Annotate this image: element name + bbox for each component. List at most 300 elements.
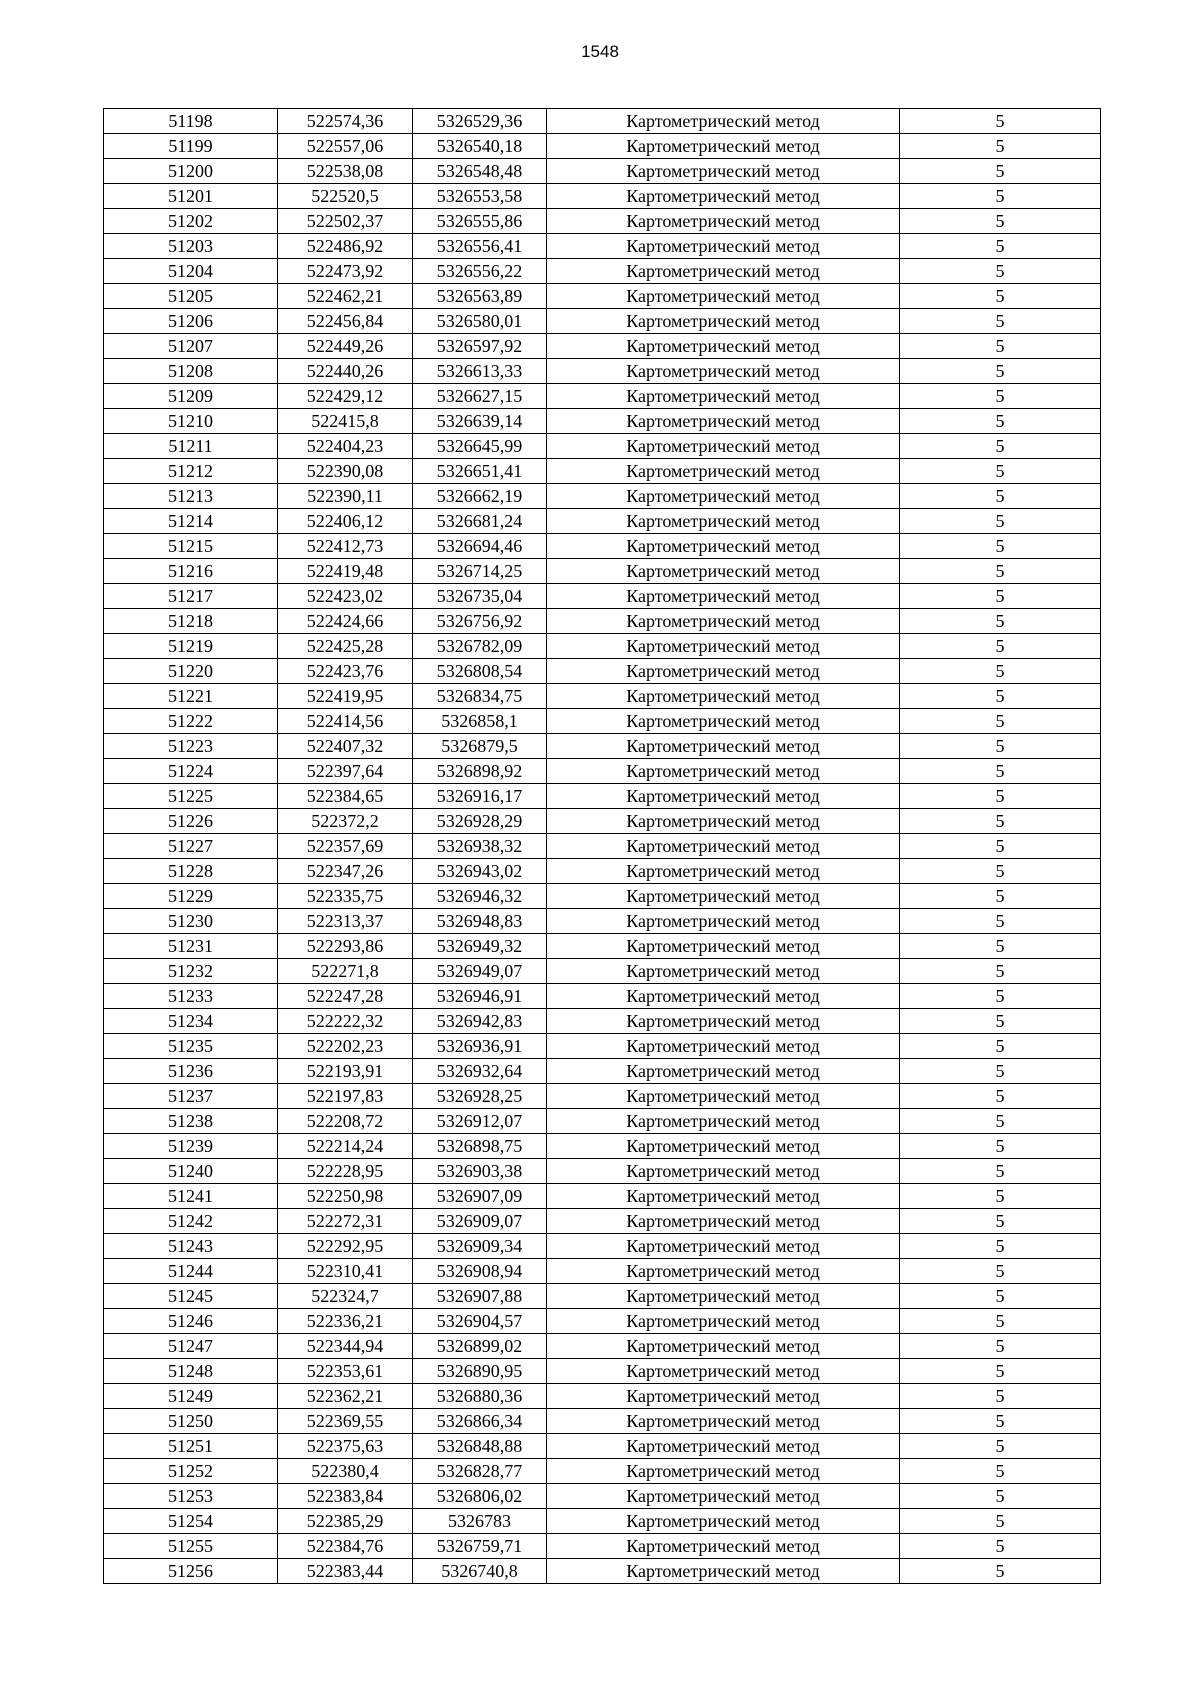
page-number: 1548 — [581, 42, 619, 61]
method-cell: Картометрический метод — [547, 1109, 900, 1134]
y-coordinate-cell: 5326556,22 — [413, 259, 547, 284]
x-coordinate-cell: 522425,28 — [278, 634, 413, 659]
table-row — [104, 1259, 1101, 1284]
accuracy-cell: 5 — [900, 1184, 1101, 1209]
y-coordinate-cell: 5326932,64 — [413, 1059, 547, 1084]
y-coordinate-cell: 5326890,95 — [413, 1359, 547, 1384]
y-coordinate-cell: 5326555,86 — [413, 209, 547, 234]
table-row — [104, 609, 1101, 634]
y-coordinate-cell: 5326553,58 — [413, 184, 547, 209]
accuracy-cell: 5 — [900, 284, 1101, 309]
accuracy-cell: 5 — [900, 1559, 1101, 1584]
method-cell: Картометрический метод — [547, 1134, 900, 1159]
accuracy-cell: 5 — [900, 1084, 1101, 1109]
table-row — [104, 209, 1101, 234]
x-coordinate-cell: 522440,26 — [278, 359, 413, 384]
accuracy-cell: 5 — [900, 1009, 1101, 1034]
y-coordinate-cell: 5326858,1 — [413, 709, 547, 734]
point-number-cell: 51226 — [104, 809, 278, 834]
method-cell: Картометрический метод — [547, 359, 900, 384]
y-coordinate-cell: 5326898,75 — [413, 1134, 547, 1159]
x-coordinate-cell: 522538,08 — [278, 159, 413, 184]
point-number-cell: 51204 — [104, 259, 278, 284]
x-coordinate-cell: 522384,65 — [278, 784, 413, 809]
y-coordinate-cell: 5326645,99 — [413, 434, 547, 459]
x-coordinate-cell: 522429,12 — [278, 384, 413, 409]
point-number-cell: 51213 — [104, 484, 278, 509]
table-row — [104, 409, 1101, 434]
x-coordinate-cell: 522336,21 — [278, 1309, 413, 1334]
y-coordinate-cell: 5326949,07 — [413, 959, 547, 984]
point-number-cell: 51225 — [104, 784, 278, 809]
table-row — [104, 584, 1101, 609]
accuracy-cell: 5 — [900, 209, 1101, 234]
point-number-cell: 51229 — [104, 884, 278, 909]
point-number-cell: 51217 — [104, 584, 278, 609]
y-coordinate-cell: 5326740,8 — [413, 1559, 547, 1584]
accuracy-cell: 5 — [900, 759, 1101, 784]
table-row — [104, 684, 1101, 709]
accuracy-cell: 5 — [900, 559, 1101, 584]
method-cell: Картометрический метод — [547, 1559, 900, 1584]
table-row — [104, 1234, 1101, 1259]
table-row — [104, 809, 1101, 834]
y-coordinate-cell: 5326938,32 — [413, 834, 547, 859]
accuracy-cell: 5 — [900, 1334, 1101, 1359]
y-coordinate-cell: 5326903,38 — [413, 1159, 547, 1184]
coordinates-table-body — [104, 109, 1101, 1584]
point-number-cell: 51231 — [104, 934, 278, 959]
accuracy-cell: 5 — [900, 509, 1101, 534]
y-coordinate-cell: 5326613,33 — [413, 359, 547, 384]
point-number-cell: 51216 — [104, 559, 278, 584]
point-number-cell: 51209 — [104, 384, 278, 409]
table-row — [104, 1484, 1101, 1509]
point-number-cell: 51246 — [104, 1309, 278, 1334]
method-cell: Картометрический метод — [547, 484, 900, 509]
accuracy-cell: 5 — [900, 134, 1101, 159]
x-coordinate-cell: 522214,24 — [278, 1134, 413, 1159]
point-number-cell: 51202 — [104, 209, 278, 234]
point-number-cell: 51221 — [104, 684, 278, 709]
y-coordinate-cell: 5326946,32 — [413, 884, 547, 909]
accuracy-cell: 5 — [900, 984, 1101, 1009]
table-row — [104, 1159, 1101, 1184]
x-coordinate-cell: 522390,11 — [278, 484, 413, 509]
x-coordinate-cell: 522407,32 — [278, 734, 413, 759]
table-row — [104, 134, 1101, 159]
x-coordinate-cell: 522384,76 — [278, 1534, 413, 1559]
y-coordinate-cell: 5326916,17 — [413, 784, 547, 809]
accuracy-cell: 5 — [900, 884, 1101, 909]
method-cell: Картометрический метод — [547, 509, 900, 534]
method-cell: Картометрический метод — [547, 759, 900, 784]
y-coordinate-cell: 5326529,36 — [413, 109, 547, 134]
y-coordinate-cell: 5326909,07 — [413, 1209, 547, 1234]
method-cell: Картометрический метод — [547, 184, 900, 209]
x-coordinate-cell: 522380,4 — [278, 1459, 413, 1484]
x-coordinate-cell: 522247,28 — [278, 984, 413, 1009]
accuracy-cell: 5 — [900, 784, 1101, 809]
point-number-cell: 51210 — [104, 409, 278, 434]
accuracy-cell: 5 — [900, 659, 1101, 684]
method-cell: Картометрический метод — [547, 684, 900, 709]
y-coordinate-cell: 5326808,54 — [413, 659, 547, 684]
table-row — [104, 784, 1101, 809]
point-number-cell: 51232 — [104, 959, 278, 984]
point-number-cell: 51206 — [104, 309, 278, 334]
y-coordinate-cell: 5326928,25 — [413, 1084, 547, 1109]
point-number-cell: 51201 — [104, 184, 278, 209]
table-row — [104, 384, 1101, 409]
method-cell: Картометрический метод — [547, 1184, 900, 1209]
table-row — [104, 859, 1101, 884]
y-coordinate-cell: 5326908,94 — [413, 1259, 547, 1284]
accuracy-cell: 5 — [900, 534, 1101, 559]
x-coordinate-cell: 522385,29 — [278, 1509, 413, 1534]
method-cell: Картометрический метод — [547, 859, 900, 884]
table-row — [104, 1134, 1101, 1159]
method-cell: Картометрический метод — [547, 1034, 900, 1059]
table-row — [104, 484, 1101, 509]
x-coordinate-cell: 522397,64 — [278, 759, 413, 784]
method-cell: Картометрический метод — [547, 334, 900, 359]
accuracy-cell: 5 — [900, 109, 1101, 134]
accuracy-cell: 5 — [900, 1359, 1101, 1384]
y-coordinate-cell: 5326909,34 — [413, 1234, 547, 1259]
table-row — [104, 109, 1101, 134]
method-cell: Картометрический метод — [547, 209, 900, 234]
y-coordinate-cell: 5326848,88 — [413, 1434, 547, 1459]
accuracy-cell: 5 — [900, 434, 1101, 459]
table-row — [104, 334, 1101, 359]
method-cell: Картометрический метод — [547, 584, 900, 609]
table-row — [104, 1059, 1101, 1084]
method-cell: Картометрический метод — [547, 1484, 900, 1509]
point-number-cell: 51203 — [104, 234, 278, 259]
coordinates-table — [103, 108, 1101, 1584]
table-row — [104, 1384, 1101, 1409]
point-number-cell: 51218 — [104, 609, 278, 634]
y-coordinate-cell: 5326907,88 — [413, 1284, 547, 1309]
y-coordinate-cell: 5326782,09 — [413, 634, 547, 659]
point-number-cell: 51208 — [104, 359, 278, 384]
y-coordinate-cell: 5326548,48 — [413, 159, 547, 184]
method-cell: Картометрический метод — [547, 1084, 900, 1109]
y-coordinate-cell: 5326912,07 — [413, 1109, 547, 1134]
x-coordinate-cell: 522335,75 — [278, 884, 413, 909]
x-coordinate-cell: 522423,76 — [278, 659, 413, 684]
point-number-cell: 51249 — [104, 1384, 278, 1409]
point-number-cell: 51228 — [104, 859, 278, 884]
y-coordinate-cell: 5326759,71 — [413, 1534, 547, 1559]
accuracy-cell: 5 — [900, 334, 1101, 359]
x-coordinate-cell: 522473,92 — [278, 259, 413, 284]
y-coordinate-cell: 5326662,19 — [413, 484, 547, 509]
x-coordinate-cell: 522415,8 — [278, 409, 413, 434]
table-row — [104, 1534, 1101, 1559]
accuracy-cell: 5 — [900, 1284, 1101, 1309]
method-cell: Картометрический метод — [547, 809, 900, 834]
x-coordinate-cell: 522369,55 — [278, 1409, 413, 1434]
x-coordinate-cell: 522520,5 — [278, 184, 413, 209]
table-row — [104, 1359, 1101, 1384]
point-number-cell: 51227 — [104, 834, 278, 859]
accuracy-cell: 5 — [900, 934, 1101, 959]
point-number-cell: 51248 — [104, 1359, 278, 1384]
y-coordinate-cell: 5326942,83 — [413, 1009, 547, 1034]
table-row — [104, 959, 1101, 984]
accuracy-cell: 5 — [900, 1459, 1101, 1484]
method-cell: Картометрический метод — [547, 934, 900, 959]
method-cell: Картометрический метод — [547, 884, 900, 909]
method-cell: Картометрический метод — [547, 1409, 900, 1434]
method-cell: Картометрический метод — [547, 134, 900, 159]
point-number-cell: 51214 — [104, 509, 278, 534]
y-coordinate-cell: 5326756,92 — [413, 609, 547, 634]
method-cell: Картометрический метод — [547, 1459, 900, 1484]
method-cell: Картометрический метод — [547, 159, 900, 184]
point-number-cell: 51215 — [104, 534, 278, 559]
table-row — [104, 634, 1101, 659]
x-coordinate-cell: 522423,02 — [278, 584, 413, 609]
x-coordinate-cell: 522383,84 — [278, 1484, 413, 1509]
x-coordinate-cell: 522344,94 — [278, 1334, 413, 1359]
accuracy-cell: 5 — [900, 834, 1101, 859]
accuracy-cell: 5 — [900, 909, 1101, 934]
table-row — [104, 984, 1101, 1009]
point-number-cell: 51241 — [104, 1184, 278, 1209]
table-row — [104, 509, 1101, 534]
accuracy-cell: 5 — [900, 684, 1101, 709]
x-coordinate-cell: 522347,26 — [278, 859, 413, 884]
x-coordinate-cell: 522557,06 — [278, 134, 413, 159]
table-row — [104, 259, 1101, 284]
y-coordinate-cell: 5326898,92 — [413, 759, 547, 784]
method-cell: Картометрический метод — [547, 659, 900, 684]
method-cell: Картометрический метод — [547, 384, 900, 409]
table-row — [104, 1084, 1101, 1109]
point-number-cell: 51233 — [104, 984, 278, 1009]
table-row — [104, 1034, 1101, 1059]
y-coordinate-cell: 5326880,36 — [413, 1384, 547, 1409]
y-coordinate-cell: 5326899,02 — [413, 1334, 547, 1359]
x-coordinate-cell: 522250,98 — [278, 1184, 413, 1209]
point-number-cell: 51207 — [104, 334, 278, 359]
point-number-cell: 51238 — [104, 1109, 278, 1134]
method-cell: Картометрический метод — [547, 434, 900, 459]
point-number-cell: 51235 — [104, 1034, 278, 1059]
y-coordinate-cell: 5326556,41 — [413, 234, 547, 259]
x-coordinate-cell: 522202,23 — [278, 1034, 413, 1059]
method-cell: Картометрический метод — [547, 459, 900, 484]
accuracy-cell: 5 — [900, 409, 1101, 434]
x-coordinate-cell: 522193,91 — [278, 1059, 413, 1084]
x-coordinate-cell: 522293,86 — [278, 934, 413, 959]
point-number-cell: 51256 — [104, 1559, 278, 1584]
table-row — [104, 559, 1101, 584]
y-coordinate-cell: 5326580,01 — [413, 309, 547, 334]
x-coordinate-cell: 522197,83 — [278, 1084, 413, 1109]
x-coordinate-cell: 522362,21 — [278, 1384, 413, 1409]
method-cell: Картометрический метод — [547, 559, 900, 584]
table-row — [104, 234, 1101, 259]
point-number-cell: 51211 — [104, 434, 278, 459]
accuracy-cell: 5 — [900, 1234, 1101, 1259]
x-coordinate-cell: 522228,95 — [278, 1159, 413, 1184]
accuracy-cell: 5 — [900, 1309, 1101, 1334]
method-cell: Картометрический метод — [547, 1259, 900, 1284]
accuracy-cell: 5 — [900, 484, 1101, 509]
table-row — [104, 1409, 1101, 1434]
x-coordinate-cell: 522449,26 — [278, 334, 413, 359]
x-coordinate-cell: 522414,56 — [278, 709, 413, 734]
x-coordinate-cell: 522412,73 — [278, 534, 413, 559]
table-row — [104, 1434, 1101, 1459]
x-coordinate-cell: 522313,37 — [278, 909, 413, 934]
table-row — [104, 434, 1101, 459]
point-number-cell: 51250 — [104, 1409, 278, 1434]
accuracy-cell: 5 — [900, 1259, 1101, 1284]
table-row — [104, 659, 1101, 684]
accuracy-cell: 5 — [900, 184, 1101, 209]
x-coordinate-cell: 522357,69 — [278, 834, 413, 859]
method-cell: Картометрический метод — [547, 784, 900, 809]
point-number-cell: 51244 — [104, 1259, 278, 1284]
point-number-cell: 51243 — [104, 1234, 278, 1259]
point-number-cell: 51230 — [104, 909, 278, 934]
method-cell: Картометрический метод — [547, 834, 900, 859]
y-coordinate-cell: 5326627,15 — [413, 384, 547, 409]
accuracy-cell: 5 — [900, 1509, 1101, 1534]
point-number-cell: 51253 — [104, 1484, 278, 1509]
table-row — [104, 1459, 1101, 1484]
point-number-cell: 51247 — [104, 1334, 278, 1359]
table-row — [104, 934, 1101, 959]
x-coordinate-cell: 522272,31 — [278, 1209, 413, 1234]
point-number-cell: 51222 — [104, 709, 278, 734]
point-number-cell: 51236 — [104, 1059, 278, 1084]
method-cell: Картометрический метод — [547, 259, 900, 284]
x-coordinate-cell: 522462,21 — [278, 284, 413, 309]
point-number-cell: 51251 — [104, 1434, 278, 1459]
x-coordinate-cell: 522375,63 — [278, 1434, 413, 1459]
method-cell: Картометрический метод — [547, 634, 900, 659]
method-cell: Картометрический метод — [547, 534, 900, 559]
method-cell: Картометрический метод — [547, 984, 900, 1009]
y-coordinate-cell: 5326651,41 — [413, 459, 547, 484]
method-cell: Картометрический метод — [547, 234, 900, 259]
x-coordinate-cell: 522324,7 — [278, 1284, 413, 1309]
table-row — [104, 284, 1101, 309]
x-coordinate-cell: 522271,8 — [278, 959, 413, 984]
x-coordinate-cell: 522419,95 — [278, 684, 413, 709]
method-cell: Картометрический метод — [547, 1334, 900, 1359]
x-coordinate-cell: 522502,37 — [278, 209, 413, 234]
table-row — [104, 709, 1101, 734]
accuracy-cell: 5 — [900, 1384, 1101, 1409]
point-number-cell: 51200 — [104, 159, 278, 184]
y-coordinate-cell: 5326806,02 — [413, 1484, 547, 1509]
method-cell: Картометрический метод — [547, 109, 900, 134]
x-coordinate-cell: 522353,61 — [278, 1359, 413, 1384]
x-coordinate-cell: 522292,95 — [278, 1234, 413, 1259]
accuracy-cell: 5 — [900, 459, 1101, 484]
method-cell: Картометрический метод — [547, 309, 900, 334]
point-number-cell: 51252 — [104, 1459, 278, 1484]
method-cell: Картометрический метод — [547, 1359, 900, 1384]
point-number-cell: 51239 — [104, 1134, 278, 1159]
point-number-cell: 51245 — [104, 1284, 278, 1309]
point-number-cell: 51205 — [104, 284, 278, 309]
method-cell: Картометрический метод — [547, 1384, 900, 1409]
accuracy-cell: 5 — [900, 1409, 1101, 1434]
table-row — [104, 359, 1101, 384]
y-coordinate-cell: 5326783 — [413, 1509, 547, 1534]
method-cell: Картометрический метод — [547, 609, 900, 634]
method-cell: Картометрический метод — [547, 1209, 900, 1234]
table-row — [104, 1334, 1101, 1359]
accuracy-cell: 5 — [900, 634, 1101, 659]
x-coordinate-cell: 522383,44 — [278, 1559, 413, 1584]
y-coordinate-cell: 5326828,77 — [413, 1459, 547, 1484]
accuracy-cell: 5 — [900, 1484, 1101, 1509]
x-coordinate-cell: 522208,72 — [278, 1109, 413, 1134]
table-row — [104, 1309, 1101, 1334]
accuracy-cell: 5 — [900, 359, 1101, 384]
table-row — [104, 1109, 1101, 1134]
y-coordinate-cell: 5326928,29 — [413, 809, 547, 834]
accuracy-cell: 5 — [900, 384, 1101, 409]
method-cell: Картометрический метод — [547, 1234, 900, 1259]
accuracy-cell: 5 — [900, 609, 1101, 634]
point-number-cell: 51198 — [104, 109, 278, 134]
accuracy-cell: 5 — [900, 1434, 1101, 1459]
y-coordinate-cell: 5326681,24 — [413, 509, 547, 534]
x-coordinate-cell: 522404,23 — [278, 434, 413, 459]
table-row — [104, 1184, 1101, 1209]
accuracy-cell: 5 — [900, 1109, 1101, 1134]
x-coordinate-cell: 522372,2 — [278, 809, 413, 834]
point-number-cell: 51212 — [104, 459, 278, 484]
x-coordinate-cell: 522310,41 — [278, 1259, 413, 1284]
method-cell: Картометрический метод — [547, 909, 900, 934]
y-coordinate-cell: 5326936,91 — [413, 1034, 547, 1059]
accuracy-cell: 5 — [900, 809, 1101, 834]
table-row — [104, 734, 1101, 759]
accuracy-cell: 5 — [900, 959, 1101, 984]
table-row — [104, 184, 1101, 209]
accuracy-cell: 5 — [900, 1134, 1101, 1159]
y-coordinate-cell: 5326694,46 — [413, 534, 547, 559]
point-number-cell: 51242 — [104, 1209, 278, 1234]
accuracy-cell: 5 — [900, 159, 1101, 184]
accuracy-cell: 5 — [900, 259, 1101, 284]
method-cell: Картометрический метод — [547, 409, 900, 434]
table-row — [104, 1509, 1101, 1534]
x-coordinate-cell: 522419,48 — [278, 559, 413, 584]
table-row — [104, 309, 1101, 334]
point-number-cell: 51223 — [104, 734, 278, 759]
table-row — [104, 1009, 1101, 1034]
point-number-cell: 51234 — [104, 1009, 278, 1034]
x-coordinate-cell: 522486,92 — [278, 234, 413, 259]
x-coordinate-cell: 522406,12 — [278, 509, 413, 534]
y-coordinate-cell: 5326948,83 — [413, 909, 547, 934]
table-row — [104, 909, 1101, 934]
point-number-cell: 51254 — [104, 1509, 278, 1534]
y-coordinate-cell: 5326904,57 — [413, 1309, 547, 1334]
